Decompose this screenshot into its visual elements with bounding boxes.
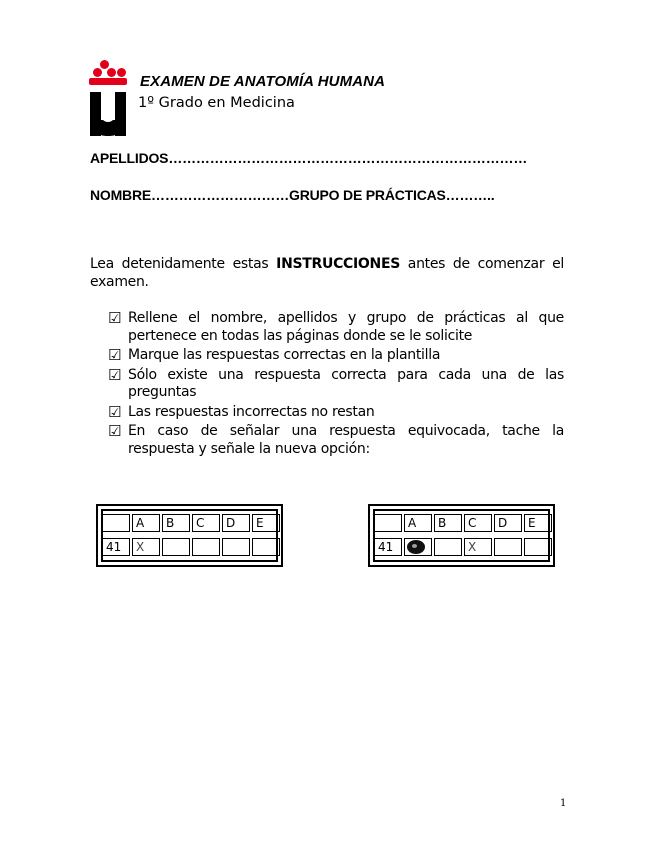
exam-title: EXAMEN DE ANATOMÍA HUMANA bbox=[140, 73, 385, 90]
grid-cell: D bbox=[222, 514, 250, 532]
answer-cell-a-crossed-out[interactable] bbox=[404, 538, 432, 556]
answer-grid-example-2 bbox=[368, 504, 555, 567]
checkbox-icon: ☑ bbox=[108, 402, 122, 421]
list-item bbox=[108, 347, 564, 365]
grid-cell: A bbox=[404, 514, 432, 532]
grid-cell: B bbox=[162, 514, 190, 532]
intro-text-end: antes de comenzar el examen. bbox=[90, 256, 564, 290]
apellidos-field[interactable]: APELLIDOS…………………………………………………………………… bbox=[90, 150, 528, 166]
list-item-text: Rellene el nombre, apellidos y grupo de prácticas al que pertenece en todas las páginas donde se le solicite bbox=[128, 310, 564, 344]
grid-cell: D bbox=[494, 514, 522, 532]
answer-cell-e[interactable] bbox=[252, 538, 280, 556]
grid-cell: C bbox=[464, 514, 492, 532]
answer-cell-a[interactable]: X bbox=[132, 538, 160, 556]
scribble-icon bbox=[407, 540, 425, 554]
intro-text-start: Lea detenidamente estas bbox=[90, 256, 277, 272]
list-item bbox=[108, 423, 564, 458]
instructions-intro bbox=[90, 255, 564, 291]
grid-cell bbox=[102, 514, 130, 532]
page-number: 1 bbox=[560, 798, 567, 809]
grid-cell: E bbox=[252, 514, 280, 532]
intro-bold-word: INSTRUCCIONES bbox=[276, 256, 400, 272]
list-item-text: Las respuestas incorrectas no restan bbox=[128, 403, 375, 420]
checkbox-icon: ☑ bbox=[108, 365, 122, 384]
grid-cell: A bbox=[132, 514, 160, 532]
list-item bbox=[108, 310, 564, 345]
answer-cell-e[interactable] bbox=[524, 538, 552, 556]
grid-answer-row bbox=[102, 538, 282, 556]
nombre-grupo-field[interactable]: NOMBRE…………………………GRUPO DE PRÁCTICAS……….. bbox=[90, 187, 495, 203]
grid-cell: B bbox=[434, 514, 462, 532]
grid-cell: C bbox=[192, 514, 220, 532]
grid-cell bbox=[374, 514, 402, 532]
grid-answer-row bbox=[374, 538, 554, 556]
answer-grid-example-1 bbox=[96, 504, 283, 567]
answer-cell-d[interactable] bbox=[222, 538, 250, 556]
answer-cell-c[interactable]: X bbox=[464, 538, 492, 556]
checkbox-icon: ☑ bbox=[108, 309, 122, 327]
list-item bbox=[108, 367, 564, 402]
answer-cell-d[interactable] bbox=[494, 538, 522, 556]
exam-subtitle: 1º Grado en Medicina bbox=[138, 95, 295, 111]
checkbox-icon: ☑ bbox=[108, 422, 122, 440]
instructions-list bbox=[108, 310, 564, 460]
grid-header-row bbox=[374, 514, 554, 532]
answer-cell-c[interactable] bbox=[192, 538, 220, 556]
grid-cell: E bbox=[524, 514, 552, 532]
checkbox-icon: ☑ bbox=[108, 346, 122, 364]
list-item-text: Marque las respuestas correctas en la plantilla bbox=[128, 347, 441, 363]
question-number-cell: 41 bbox=[374, 538, 402, 556]
answer-cell-b[interactable] bbox=[434, 538, 462, 556]
question-number-cell: 41 bbox=[102, 538, 130, 556]
answer-cell-b[interactable] bbox=[162, 538, 190, 556]
university-logo bbox=[89, 60, 131, 136]
grid-header-row bbox=[102, 514, 282, 532]
list-item-text: Sólo existe una respuesta correcta para cada una de las preguntas bbox=[128, 366, 564, 400]
list-item-text: En caso de señalar una respuesta equivocada, tache la respuesta y señale la nueva opción: bbox=[128, 423, 564, 457]
list-item bbox=[108, 404, 564, 422]
